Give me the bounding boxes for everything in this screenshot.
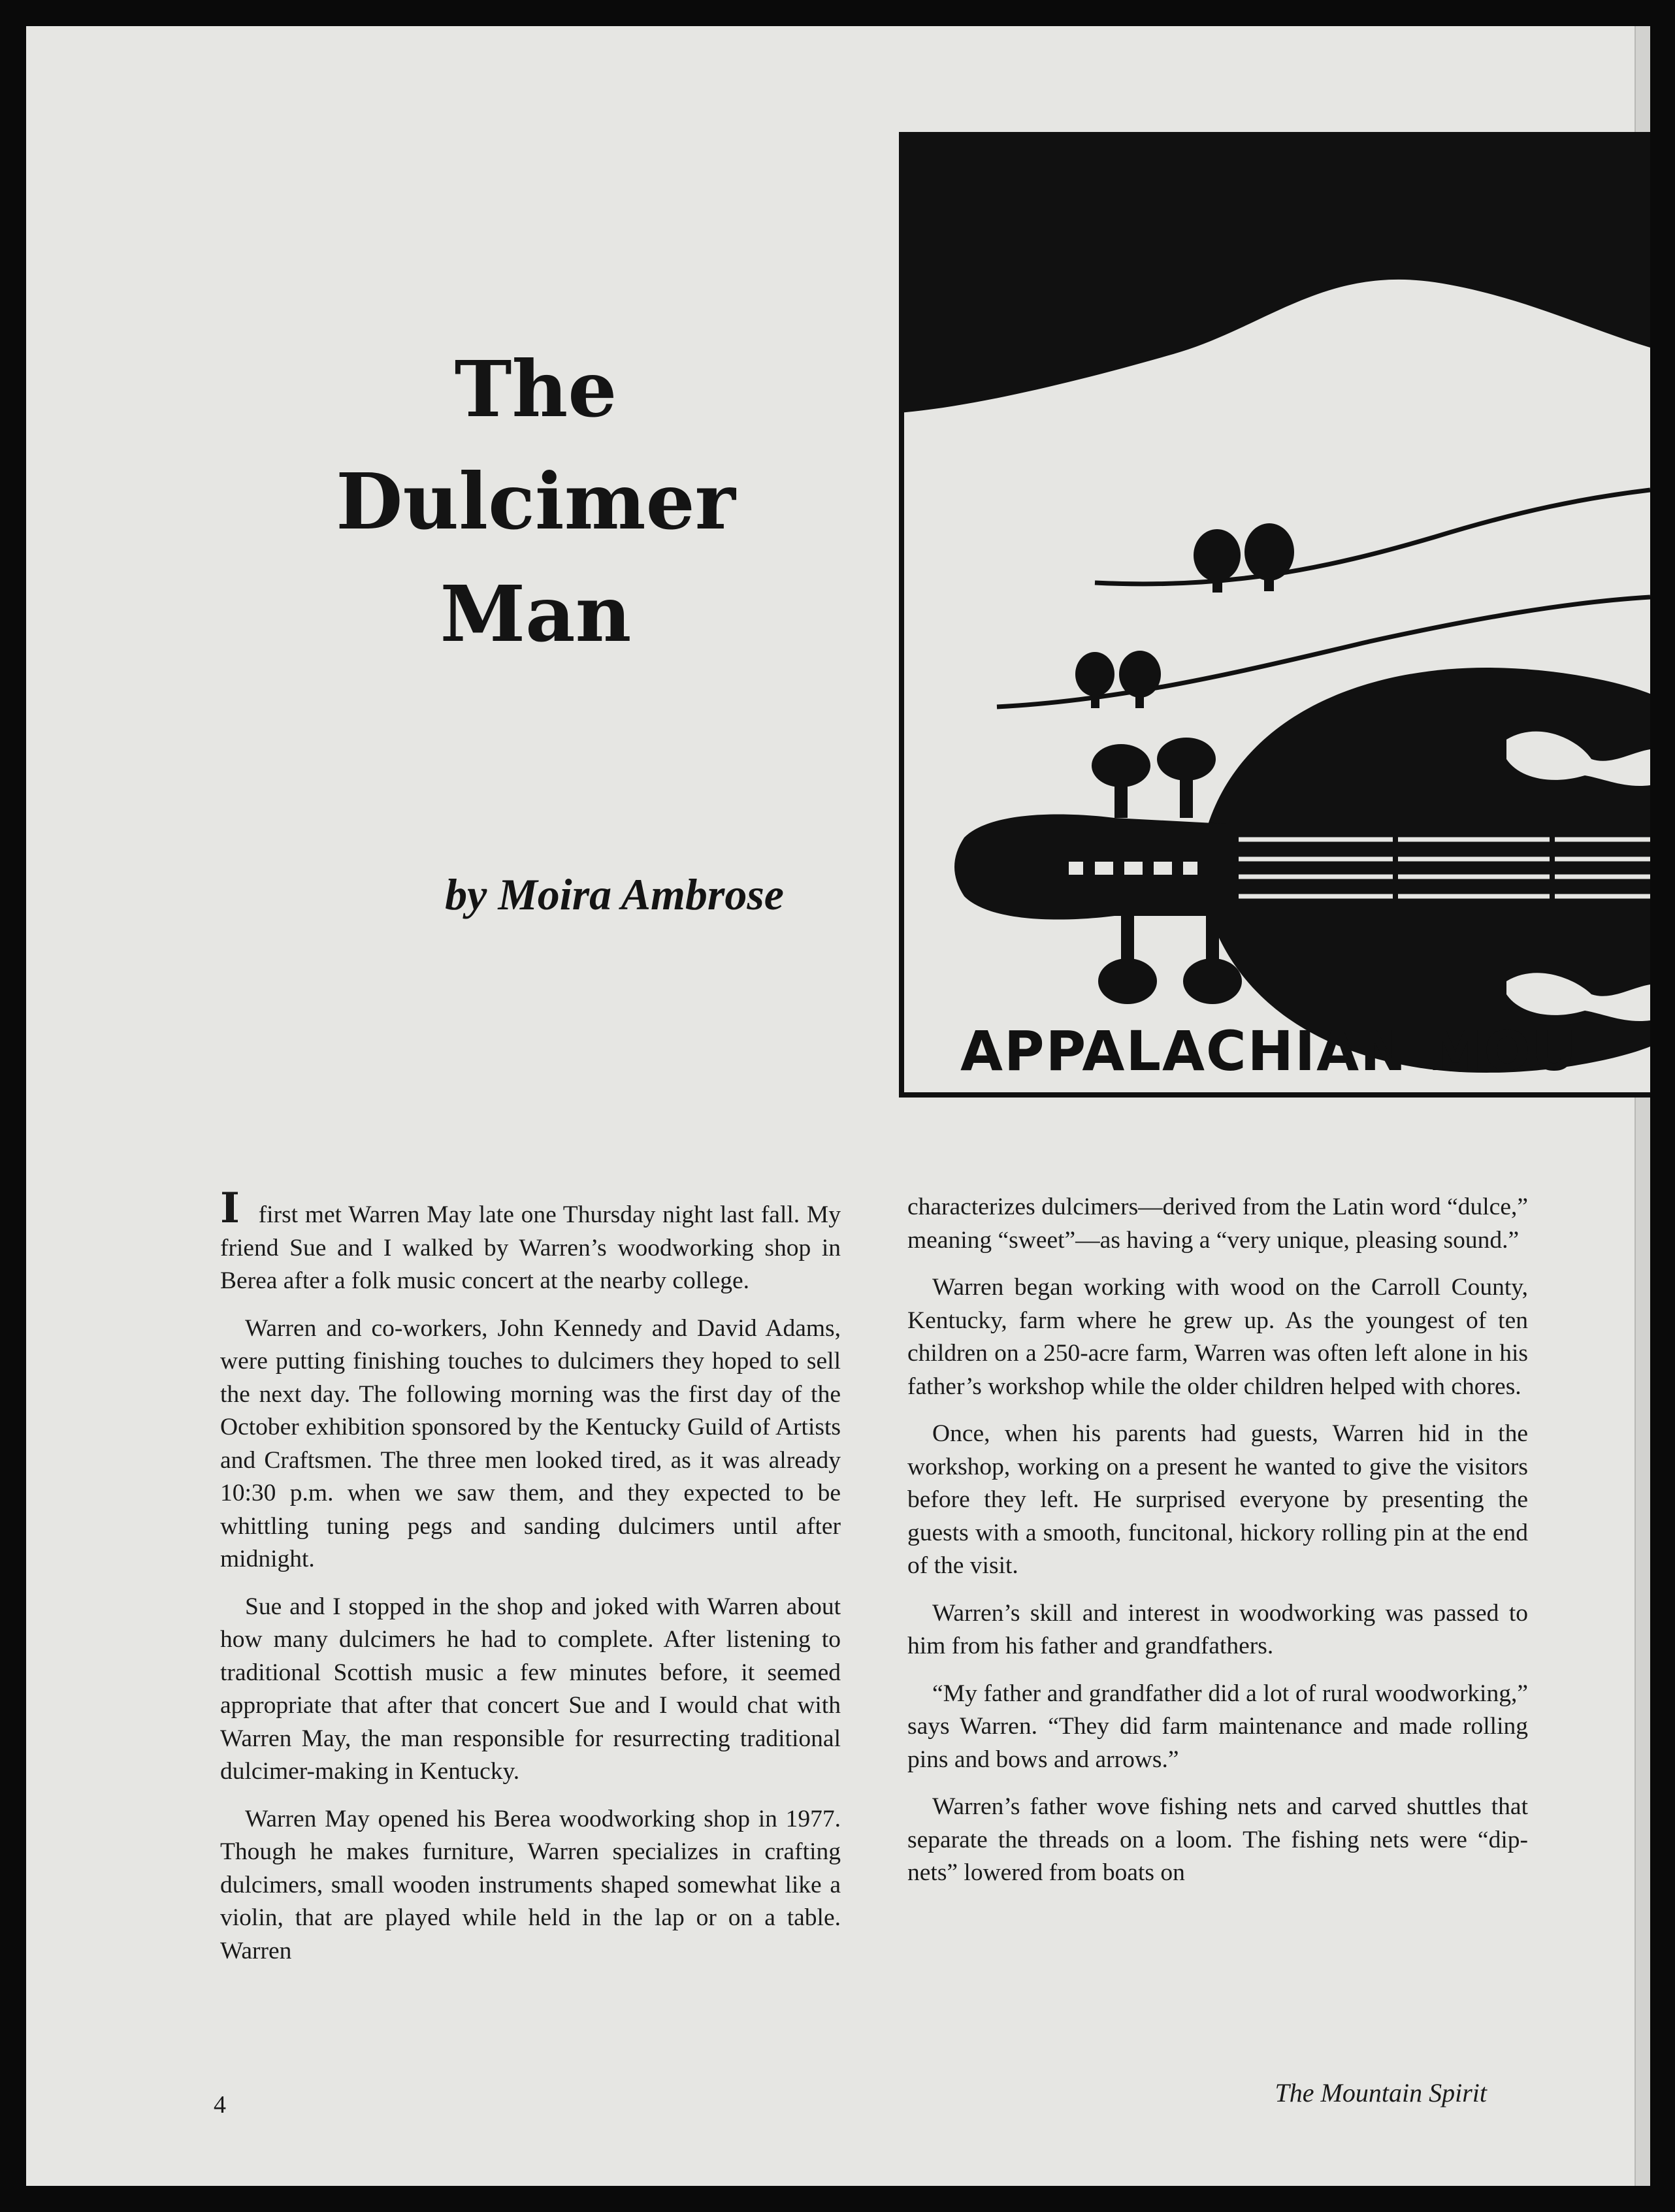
body-column-right	[907, 1191, 1528, 1904]
illustration-caption: APPALACHIAN MOU	[960, 1019, 1578, 1083]
body-column-left	[220, 1184, 841, 1982]
page-number: 4	[214, 2091, 226, 2119]
dulcimer-illustration	[899, 132, 1650, 1098]
paragraph: Warren began working with wood on the Carroll County, Kentucky, farm where he grew up. As the youngest of ten children on a 250-acre farm, Warren was often left alone in his father’s workshop while the older children helped with chores.	[907, 1274, 1528, 1400]
magazine-page	[26, 26, 1650, 2186]
title-line: Man	[440, 568, 632, 659]
paragraph: Warren’s skill and interest in woodworking was passed to him from his father and grandfathers.	[907, 1599, 1528, 1659]
paragraph: characterizes dulcimers—derived from the Latin word “dulce,” meaning “sweet”—as having a “very unique, pleasing sound.”	[907, 1194, 1528, 1254]
paragraph: Warren May opened his Berea woodworking shop in 1977. Though he makes furniture, Warren specializes in crafting dulcimers, small wooden instruments shaped somewhat like a violin, that are played while held in the lap or on a table. Warren	[220, 1805, 841, 1964]
paragraph: Warren’s father wove fishing nets and carved shuttles that separate the threads on a loom. The fishing nets were “dip-nets” lowered from boats on	[907, 1793, 1528, 1886]
title-line: The	[454, 344, 617, 434]
paragraph: “My father and grandfather did a lot of rural woodworking,” says Warren. “They did farm maintenance and made rolling pins and bows and arrows.”	[907, 1680, 1528, 1773]
title-line: Dulcimer	[336, 456, 736, 547]
paragraph: Once, when his parents had guests, Warren hid in the workshop, working on a present he wanted to give the visitors before they left. He surprised everyone by presenting the guests with a smooth, funcitonal, hickory rolling pin at the end of the visit.	[907, 1420, 1528, 1579]
paragraph: Warren and co-workers, John Kennedy and David Adams, were putting finishing touches to dulcimers they hoped to sell the next day. The following morning was the first day of the October exhibition sponsored by the Kentucky Guild of Artists and Craftsmen. The three men looked tired, as it was already 10:30 p.m. when we saw them, and they expected to be whittling tuning pegs and sanding dulcimers until after midnight.	[220, 1314, 841, 1572]
byline: by Moira Ambrose	[445, 870, 784, 919]
running-title: The Mountain Spirit	[1275, 2078, 1487, 2107]
paragraph: Sue and I stopped in the shop and joked with Warren about how many dulcimers he had to complete. After listening to traditional Scottish music a few minutes before, it seemed appropriate that after that concert Sue and I would chat with Warren May, the man responsible for resurrecting traditional dulcimer-making in Kentucky.	[220, 1593, 841, 1785]
dulcimer-illustration-art	[899, 132, 1650, 1098]
article-title	[248, 333, 823, 670]
drop-cap: I	[220, 1184, 240, 1233]
paragraph-text: first met Warren May late one Thursday night last fall. My friend Sue and I walked by Warren’s woodworking shop in Berea after a folk music concert at the nearby college.	[220, 1201, 841, 1294]
paragraph	[220, 1184, 841, 1298]
